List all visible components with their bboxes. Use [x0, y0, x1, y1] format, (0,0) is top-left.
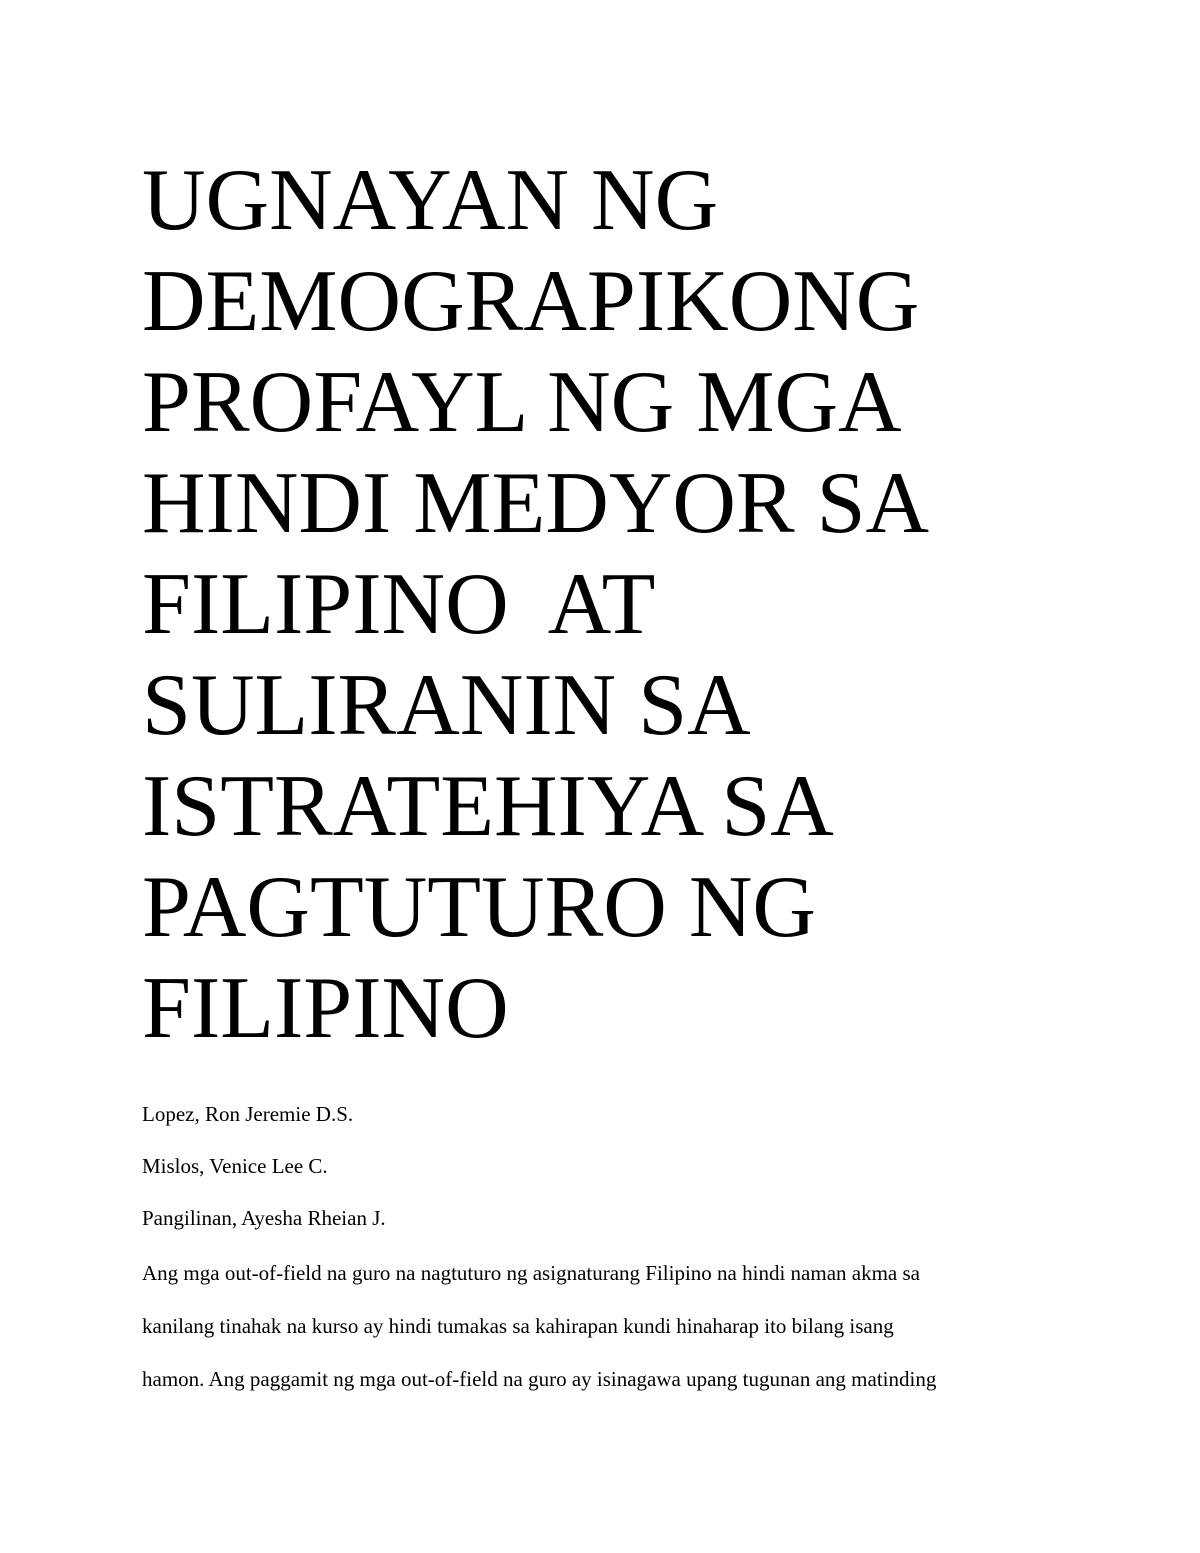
title-line: FILIPINO AT: [142, 556, 656, 653]
title-line: FILIPINO: [142, 960, 509, 1057]
title-line: UGNAYAN NG: [142, 152, 719, 249]
title-line: PAGTUTURO NG: [142, 859, 816, 956]
author-name: Mislos, Venice Lee C.: [142, 1154, 328, 1178]
title-line: ISTRATEHIYA SA: [142, 758, 834, 855]
author-list: [142, 1088, 1042, 1244]
document-title: [142, 150, 1142, 1059]
title-line: PROFAYL NG MGA: [142, 354, 902, 451]
title-line: SULIRANIN SA: [142, 657, 751, 754]
body-paragraph: [142, 1247, 1062, 1406]
author-name: Pangilinan, Ayesha Rheian J.: [142, 1206, 386, 1230]
author-name: Lopez, Ron Jeremie D.S.: [142, 1102, 354, 1126]
title-line: HINDI MEDYOR SA: [142, 455, 930, 552]
body-line: Ang mga out-of-field na guro na nagtuturo ng asignaturang Filipino na hindi naman akma sa: [142, 1261, 920, 1285]
body-line: hamon. Ang paggamit ng mga out-of-field na guro ay isinagawa upang tugunan ang matinding: [142, 1367, 937, 1391]
body-line: kanilang tinahak na kurso ay hindi tumakas sa kahirapan kundi hinaharap ito bilang isang: [142, 1314, 894, 1338]
title-line: DEMOGRAPIKONG: [142, 253, 920, 350]
